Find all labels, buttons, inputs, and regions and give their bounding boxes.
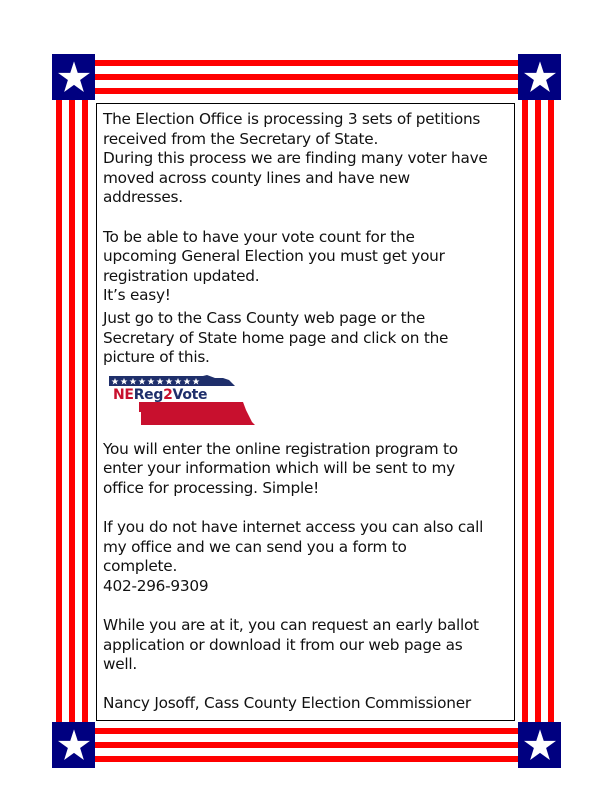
text-line: enter your information which will be sent to my: [103, 459, 455, 478]
text-line: addresses.: [103, 188, 183, 207]
blank-line: [103, 499, 508, 519]
text-line: You will enter the online registration program to: [103, 439, 458, 458]
text-line: If you do not have internet access you can also call: [103, 518, 484, 537]
top-stripe-border: [95, 54, 519, 100]
bottom-stripe-border: [95, 722, 519, 768]
paragraph-instructions: [103, 309, 508, 368]
paragraph-update: [103, 228, 508, 306]
right-stripe-border: [518, 100, 562, 722]
logo-two: 2: [163, 386, 173, 403]
logo-vote: Vote: [172, 386, 208, 403]
text-line: The Election Office is processing 3 sets of petitions: [103, 110, 481, 128]
text-line: Secretary of State home page and click on the: [103, 328, 449, 347]
star-icon: [523, 60, 557, 94]
text-line: It’s easy!: [103, 286, 171, 305]
text-line: To be able to have your vote count for the: [103, 227, 415, 246]
text-line: While you are at it, you can request an early ballot: [103, 616, 479, 635]
paragraph-intro: [103, 110, 508, 208]
text-line: moved across county lines and have new: [103, 168, 410, 187]
paragraph-early-ballot: [103, 616, 508, 675]
text-line: registration updated.: [103, 266, 260, 285]
corner-star-bottom-left: [52, 722, 95, 768]
logo-reg: Reg: [133, 386, 164, 403]
text-line: Just go to the Cass County web page or the: [103, 308, 426, 327]
text-line: office for processing. Simple!: [103, 478, 319, 497]
text-line: received from the Secretary of State.: [103, 129, 379, 148]
nereg2vote-logo[interactable]: [107, 374, 259, 426]
corner-star-top-left: [52, 54, 95, 100]
star-icon: [523, 728, 557, 762]
text-line: well.: [103, 655, 138, 674]
blank-line: [103, 675, 508, 695]
phone-number: 402-296-9309: [103, 576, 209, 595]
left-stripe-border: [52, 100, 96, 722]
corner-star-bottom-right: [518, 722, 561, 768]
paragraph-no-internet: [103, 518, 508, 596]
text-line: upcoming General Election you must get your: [103, 247, 445, 266]
corner-star-top-right: [518, 54, 561, 100]
text-line: During this process we are finding many voter have: [103, 149, 488, 168]
star-icon: [57, 728, 91, 762]
text-line: my office and we can send you a form to: [103, 537, 407, 556]
text-line: application or download it from our web page as: [103, 635, 463, 654]
logo-ne: NE: [113, 386, 134, 403]
blank-line: [103, 596, 508, 616]
text-line: complete.: [103, 557, 178, 576]
star-icon: [57, 60, 91, 94]
signature-line: Nancy Josoff, Cass County Election Commissioner: [103, 694, 471, 713]
text-line: picture of this.: [103, 348, 210, 367]
logo-wordmark: [113, 387, 207, 403]
signature: [103, 694, 508, 714]
message-box: [96, 103, 515, 721]
paragraph-online: [103, 440, 508, 499]
blank-line: [103, 208, 508, 228]
